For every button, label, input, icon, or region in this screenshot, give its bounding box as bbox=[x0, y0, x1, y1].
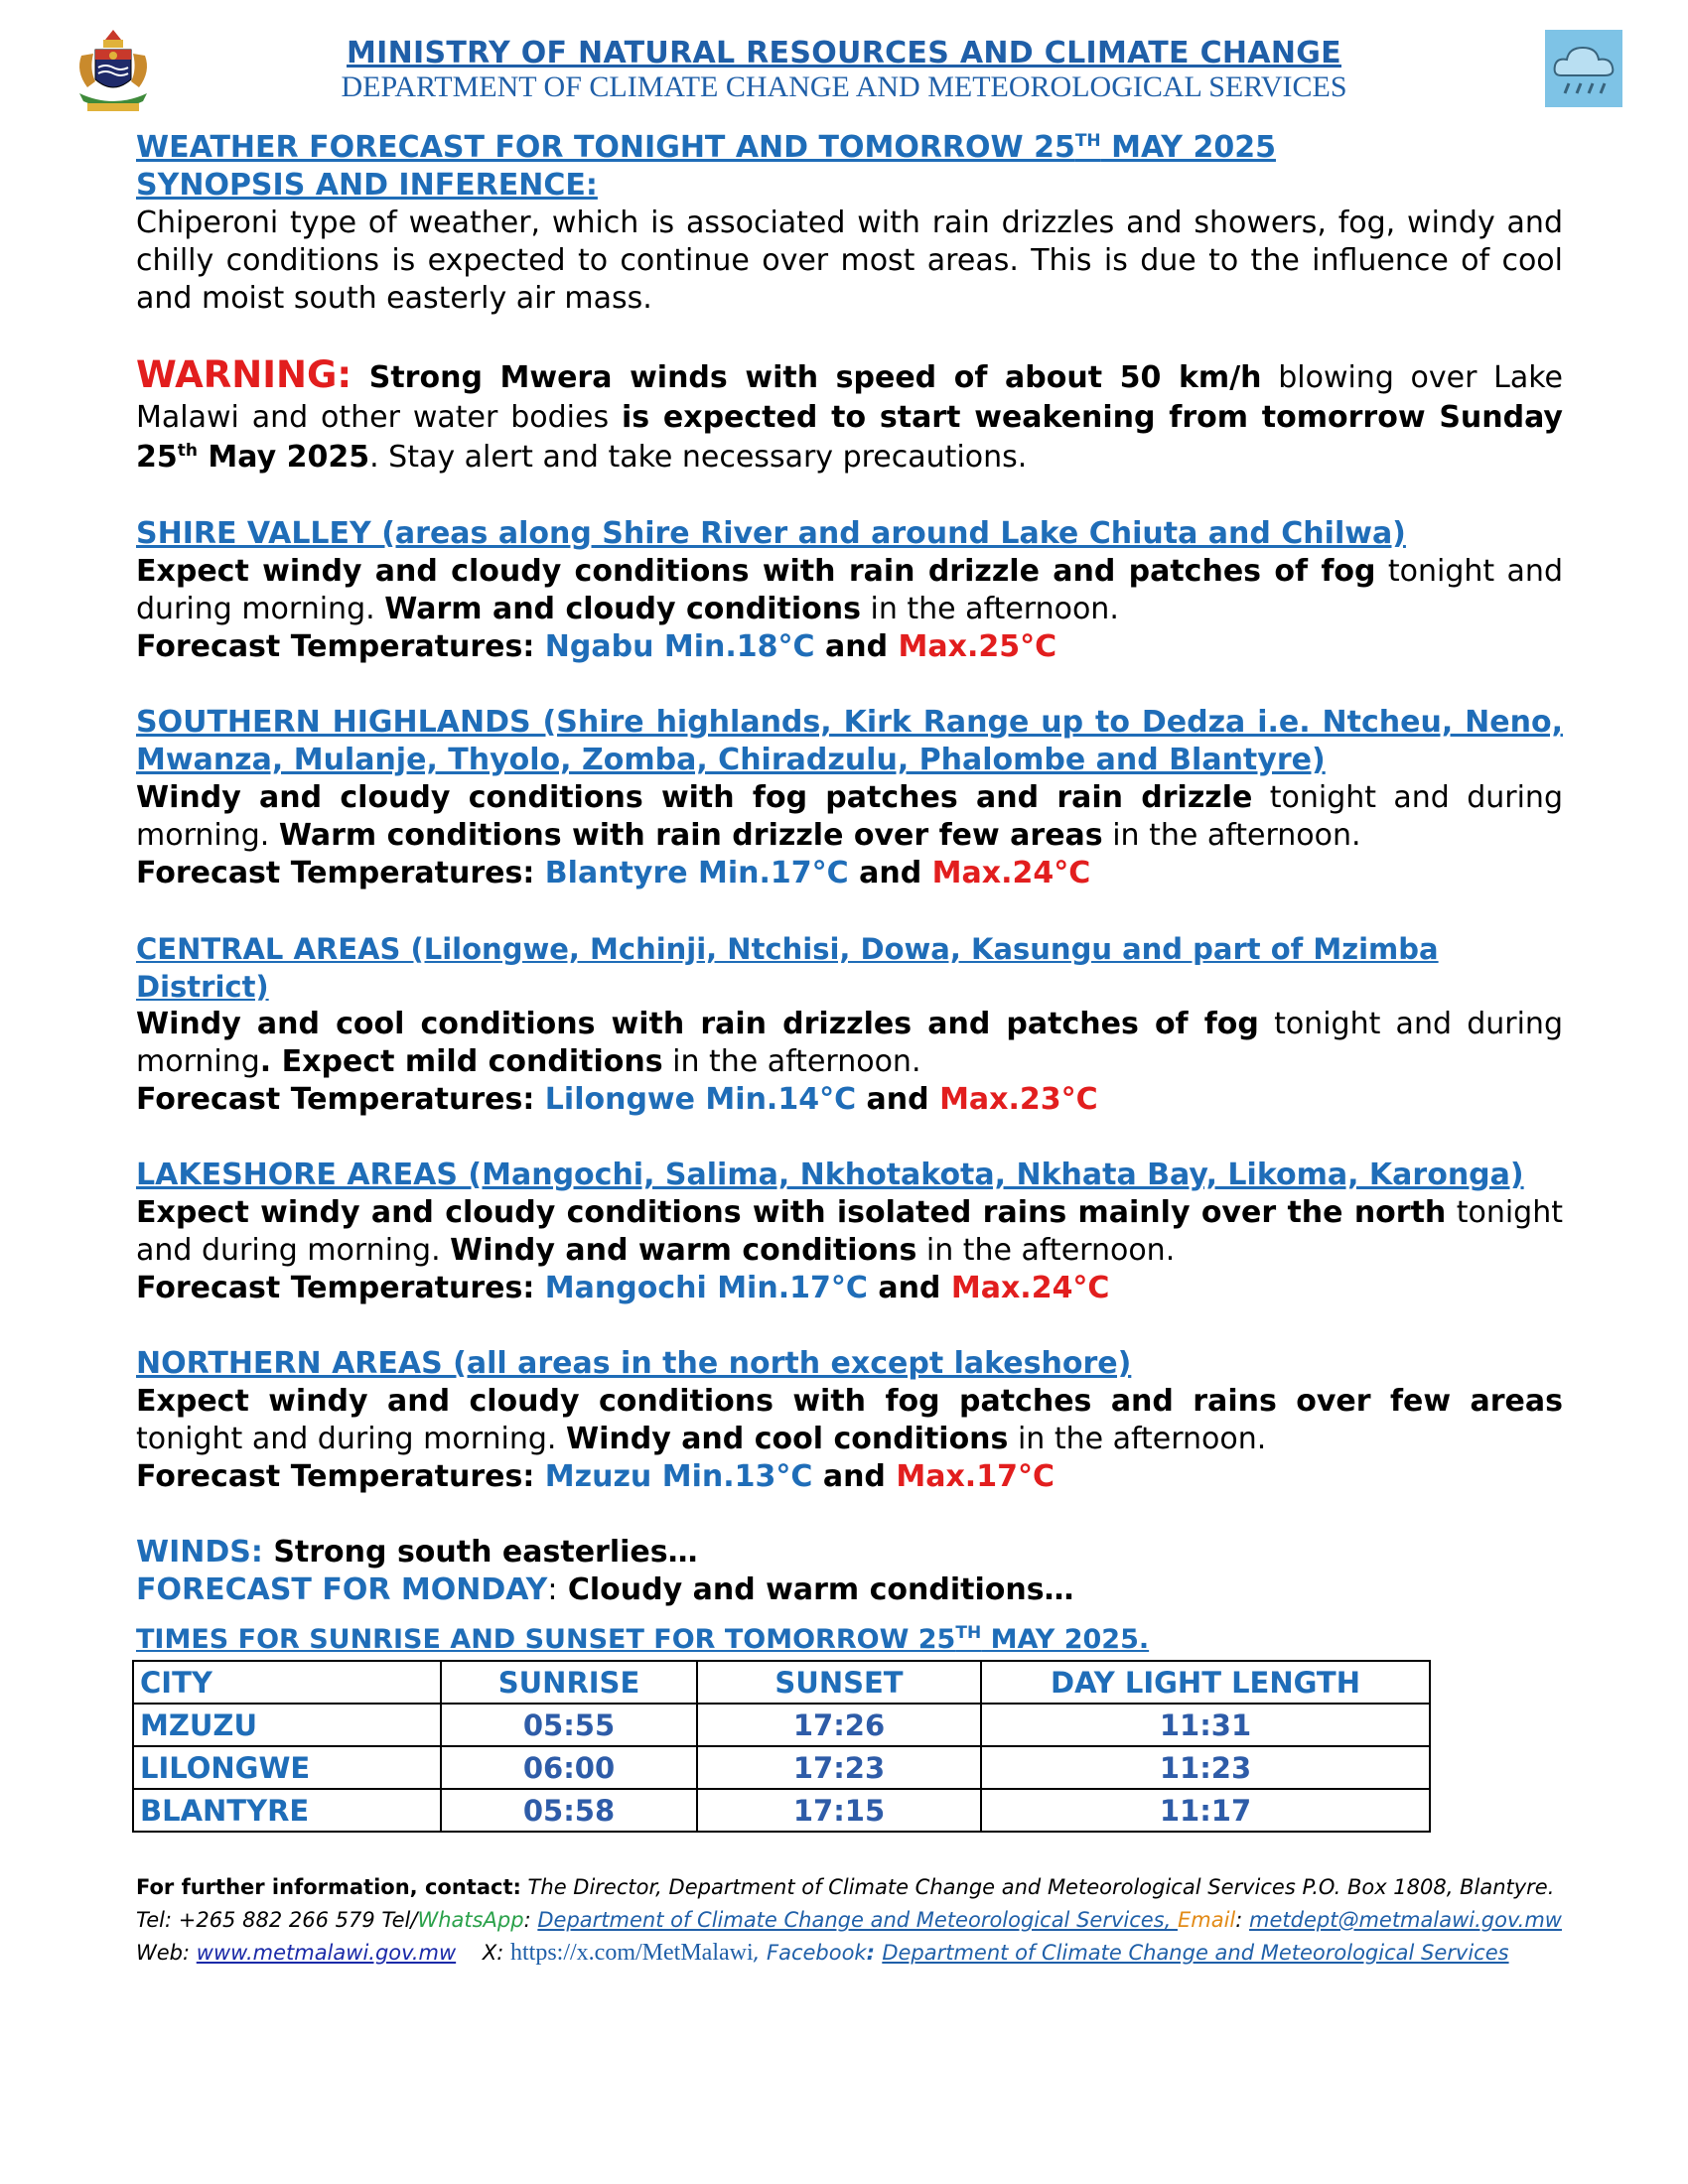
column-header: CITY bbox=[133, 1661, 441, 1704]
column-header: SUNRISE bbox=[441, 1661, 697, 1704]
region-section bbox=[136, 1345, 1563, 1496]
sunrise-cell: 05:58 bbox=[441, 1789, 697, 1832]
region-temperatures: Forecast Temperatures: Blantyre Min.17°C and Max.24°C bbox=[136, 856, 1091, 890]
column-header: DAY LIGHT LENGTH bbox=[981, 1661, 1430, 1704]
column-header: SUNSET bbox=[697, 1661, 981, 1704]
sunset-cell: 17:26 bbox=[697, 1704, 981, 1746]
region-forecast: Expect windy and cloudy conditions with fog patches and rains over few areas tonight and during morning. Windy and cool conditions in the afternoon. bbox=[136, 1384, 1563, 1456]
region-heading: SHIRE VALLEY (areas along Shire River and around Lake Chiuta and Chilwa) bbox=[136, 516, 1406, 551]
city-cell: BLANTYRE bbox=[133, 1789, 441, 1832]
letterhead bbox=[0, 36, 1688, 104]
department-name: DEPARTMENT OF CLIMATE CHANGE AND METEOROLOGICAL SERVICES bbox=[341, 70, 1347, 103]
forecast-title: WEATHER FORECAST FOR TONIGHT AND TOMORROW 25TH MAY 2025 bbox=[136, 130, 1276, 165]
x-link[interactable]: https://x.com/MetMalawi bbox=[510, 1940, 754, 1966]
daylight-cell: 11:31 bbox=[981, 1704, 1430, 1746]
region-heading: CENTRAL AREAS (Lilongwe, Mchinji, Ntchisi, Dowa, Kasungu and part of Mzimba District) bbox=[136, 932, 1439, 1004]
email-label: Email bbox=[1177, 1908, 1236, 1932]
contact-footer: For further information, contact: The Director, Department of Climate Change and Meteorological Services P.O. Box 1808, Blantyre. Tel: +265 882 266 579 Tel/WhatsApp: Department of Climate Change and Meteorological Services, Email: metdept@metmalawi.gov.mw Web: www.metmalawi.gov.mw X: https://x.com/MetMalawi, Facebook: Department of Climate Change and Meteorological Services bbox=[136, 1875, 1562, 1966]
city-cell: LILONGWE bbox=[133, 1746, 441, 1789]
synopsis-text: Chiperoni type of weather, which is associated with rain drizzles and showers, fog, windy and chilly conditions is expected to continue over most areas. This is due to the influence of cool and moist south easterly air mass. bbox=[136, 205, 1563, 316]
region-section bbox=[136, 515, 1563, 666]
region-temperatures: Forecast Temperatures: Mzuzu Min.13°C and Max.17°C bbox=[136, 1459, 1055, 1494]
table-row bbox=[133, 1746, 1430, 1789]
table-row bbox=[133, 1789, 1430, 1832]
whatsapp-label: WhatsApp bbox=[417, 1908, 524, 1932]
department-link[interactable]: Department of Climate Change and Meteorological Services, bbox=[537, 1908, 1178, 1932]
region-temperatures: Forecast Temperatures: Ngabu Min.18°C and Max.25°C bbox=[136, 629, 1057, 664]
monday-forecast-line: FORECAST FOR MONDAY: Cloudy and warm conditions… bbox=[136, 1572, 1074, 1607]
region-forecast: Expect windy and cloudy conditions with rain drizzle and patches of fog tonight and during morning. Warm and cloudy conditions in the afternoon. bbox=[136, 554, 1563, 626]
sun-times-table bbox=[132, 1660, 1431, 1833]
region-temperatures: Forecast Temperatures: Lilongwe Min.14°C and Max.23°C bbox=[136, 1082, 1098, 1117]
warning-paragraph: WARNING: Strong Mwera winds with speed of about 50 km/h blowing over Lake Malawi and other water bodies is expected to start weakening from tomorrow Sunday 25th May 2025. Stay alert and take necessary precautions. bbox=[136, 353, 1564, 475]
region-section bbox=[136, 1157, 1563, 1307]
daylight-cell: 11:23 bbox=[981, 1746, 1430, 1789]
city-cell: MZUZU bbox=[133, 1704, 441, 1746]
region-heading: SOUTHERN HIGHLANDS (Shire highlands, Kirk Range up to Dedza i.e. Ntcheu, Neno, Mwanza, Mulanje, Thyolo, Zomba, Chiradzulu, Phalombe and Blantyre) bbox=[136, 705, 1563, 777]
region-heading: NORTHERN AREAS (all areas in the north except lakeshore) bbox=[136, 1346, 1132, 1381]
table-header-row bbox=[133, 1661, 1430, 1704]
region-forecast: Expect windy and cloudy conditions with isolated rains mainly over the north tonight and during morning. Windy and warm conditions in the afternoon. bbox=[136, 1195, 1563, 1268]
website-link[interactable]: www.metmalawi.gov.mw bbox=[196, 1941, 457, 1965]
forecast-body bbox=[136, 129, 1563, 1609]
synopsis-heading: SYNOPSIS AND INFERENCE: bbox=[136, 168, 598, 203]
region-section bbox=[136, 930, 1563, 1119]
region-temperatures: Forecast Temperatures: Mangochi Min.17°C and Max.24°C bbox=[136, 1271, 1110, 1305]
sunset-cell: 17:23 bbox=[697, 1746, 981, 1789]
table-row bbox=[133, 1704, 1430, 1746]
sunrise-cell: 06:00 bbox=[441, 1746, 697, 1789]
region-forecast: Windy and cool conditions with rain drizzles and patches of fog tonight and during morning. Expect mild conditions in the afternoon. bbox=[136, 1007, 1563, 1079]
sunrise-cell: 05:55 bbox=[441, 1704, 697, 1746]
region-heading: LAKESHORE AREAS (Mangochi, Salima, Nkhotakota, Nkhata Bay, Likoma, Karonga) bbox=[136, 1158, 1524, 1192]
sunset-cell: 17:15 bbox=[697, 1789, 981, 1832]
region-section bbox=[136, 704, 1563, 892]
email-link[interactable]: metdept@metmalawi.gov.mw bbox=[1249, 1908, 1562, 1932]
facebook-link[interactable]: Department of Climate Change and Meteorological Services bbox=[882, 1941, 1509, 1965]
winds-line: WINDS: Strong south easterlies… bbox=[136, 1535, 698, 1570]
region-forecast: Windy and cloudy conditions with fog patches and rain drizzle tonight and during morning. Warm conditions with rain drizzle over few areas in the afternoon. bbox=[136, 780, 1563, 853]
sun-times-title: TIMES FOR SUNRISE AND SUNSET FOR TOMORROW 25TH MAY 2025. bbox=[136, 1623, 1150, 1655]
daylight-cell: 11:17 bbox=[981, 1789, 1430, 1832]
ministry-name: MINISTRY OF NATURAL RESOURCES AND CLIMATE CHANGE bbox=[347, 36, 1341, 70]
